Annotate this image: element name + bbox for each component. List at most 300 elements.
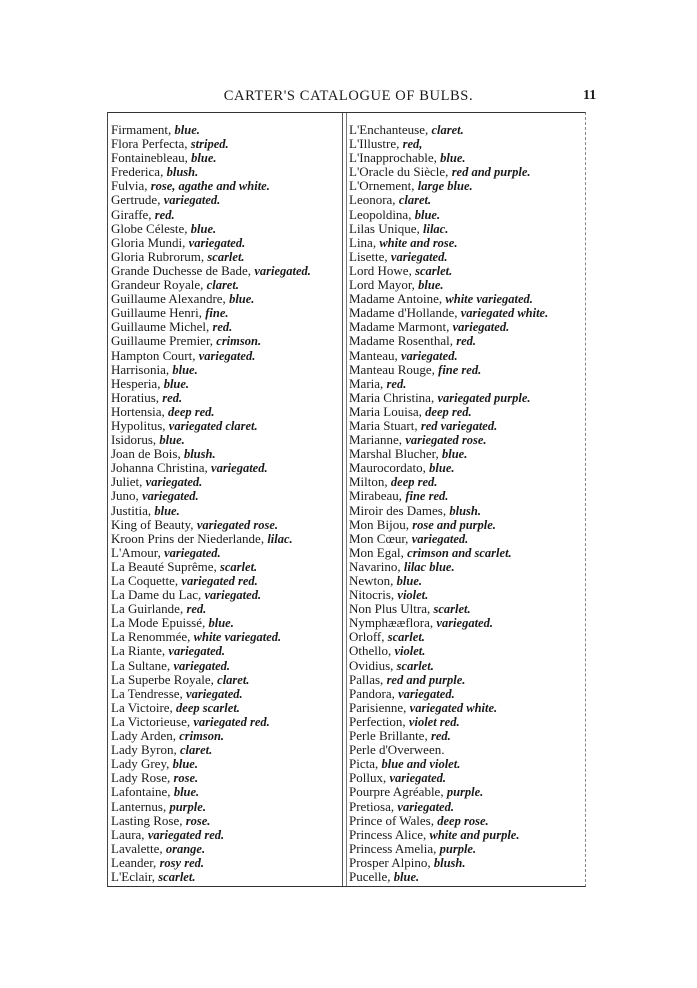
catalogue-entry	[349, 433, 583, 447]
catalogue-entry	[111, 377, 339, 391]
bulb-colour: variegated claret.	[168, 418, 258, 433]
bulb-colour: violet.	[397, 588, 429, 603]
bulb-name: Perfection,	[349, 713, 406, 729]
bulb-colour: variegated.	[188, 235, 246, 250]
bulb-name: L'Enchanteuse,	[349, 122, 429, 137]
bulb-colour: deep rose.	[437, 813, 489, 828]
catalogue-entry	[111, 644, 339, 658]
bulb-colour: blue.	[396, 574, 423, 588]
left-column	[111, 123, 339, 884]
bulb-colour: scarlet.	[220, 559, 258, 574]
bulb-colour: purple.	[446, 785, 484, 800]
bulb-colour: purple.	[169, 799, 206, 814]
bulb-colour: blush.	[166, 165, 199, 180]
catalogue-entry	[349, 574, 583, 588]
bulb-name: Orloff,	[349, 629, 385, 645]
catalogue-entry	[349, 729, 583, 743]
bulb-name: King of Beauty,	[111, 516, 194, 532]
catalogue-entry	[349, 771, 583, 785]
bulb-colour: variegated.	[142, 489, 199, 504]
catalogue-entry	[349, 616, 583, 630]
catalogue-entry	[349, 644, 583, 658]
bulb-name: Globe Céleste,	[111, 220, 188, 236]
catalogue-entry	[349, 842, 583, 856]
catalogue-entry	[349, 236, 583, 250]
bulb-name: Juliet,	[111, 474, 143, 490]
catalogue-entry	[111, 278, 339, 292]
catalogue-entry	[111, 208, 339, 222]
bulb-name: Maria Stuart,	[349, 417, 418, 433]
bulb-name: Maurocordato,	[349, 460, 426, 476]
bulb-colour: scarlet.	[415, 263, 453, 278]
catalogue-entry	[349, 349, 583, 363]
bulb-name: La Guirlande,	[111, 601, 184, 617]
bulb-name: Fulvia,	[111, 178, 148, 194]
bulb-colour: large blue.	[417, 179, 473, 194]
catalogue-entry	[111, 151, 339, 165]
bulb-name: Madame Antoine,	[349, 291, 443, 307]
catalogue-entry	[111, 489, 339, 503]
catalogue-entry	[349, 602, 583, 616]
catalogue-entry	[111, 334, 339, 348]
catalogue-entry	[111, 461, 339, 475]
catalogue-entry	[111, 165, 339, 179]
bulb-colour: variegated.	[254, 263, 311, 278]
bulb-colour: red.	[186, 602, 207, 617]
bulb-name: Newton,	[349, 573, 394, 588]
bulb-name: Marianne,	[349, 432, 403, 448]
bulb-name: Pucelle,	[349, 868, 391, 884]
bulb-colour: variegated.	[145, 475, 203, 490]
bulb-name: La Renommée,	[111, 629, 191, 645]
bulb-name: Hesperia,	[111, 375, 161, 391]
bulb-name: La Coquette,	[111, 573, 179, 588]
catalogue-entry	[111, 701, 339, 715]
catalogue-entry	[111, 518, 339, 532]
bulb-name: La Riante,	[111, 643, 166, 659]
bulb-colour: rose.	[173, 771, 199, 786]
catalogue-entry	[349, 546, 583, 560]
bulb-name: Guillaume Alexandre,	[111, 291, 226, 307]
bulb-name: Juno,	[111, 488, 139, 504]
bulb-colour: variegated.	[397, 799, 454, 814]
bulb-colour: blue.	[163, 376, 190, 391]
catalogue-entry	[349, 828, 583, 842]
bulb-colour: variegated.	[168, 644, 225, 659]
catalogue-entry	[111, 475, 339, 489]
catalogue-entry	[111, 363, 339, 377]
catalogue-entry	[111, 349, 339, 363]
catalogue-entry	[111, 743, 339, 757]
bulb-name: Joan de Bois,	[111, 446, 181, 462]
bulb-colour: blue.	[190, 221, 217, 236]
bulb-name: Lavalette,	[111, 840, 163, 856]
bulb-name: Marshal Blucher,	[349, 446, 439, 462]
bulb-name: Lina,	[349, 234, 377, 250]
catalogue-entry	[111, 574, 339, 588]
bulb-colour: variegated red.	[147, 827, 225, 842]
bulb-name: Grandeur Royale,	[111, 277, 204, 293]
bulb-colour: deep scarlet.	[176, 700, 240, 715]
bulb-name: Non Plus Ultra,	[349, 601, 431, 617]
bulb-name: Lisette,	[349, 248, 388, 264]
bulb-colour: claret.	[398, 193, 432, 208]
bulb-colour: white and rose.	[379, 235, 458, 250]
catalogue-entry	[111, 715, 339, 729]
bulb-name: L'Amour,	[111, 544, 161, 560]
catalogue-entry	[349, 489, 583, 503]
catalogue-entry	[111, 602, 339, 616]
bulb-name: Madame d'Hollande,	[349, 305, 458, 321]
bulb-colour: claret.	[179, 743, 213, 758]
bulb-colour: violet red.	[408, 714, 460, 729]
catalogue-entry	[349, 363, 583, 377]
bulb-name: Perle d'Overween.	[349, 742, 445, 758]
bulb-name: Mon Cœur,	[349, 530, 409, 546]
catalogue-entry	[349, 856, 583, 870]
bulb-colour: variegated.	[211, 461, 268, 476]
bulb-name: La Superbe Royale,	[111, 671, 214, 687]
bulb-name: Pallas,	[349, 671, 384, 687]
catalogue-entry	[349, 814, 583, 828]
bulb-colour: variegated white.	[409, 700, 498, 715]
bulb-name: Nymphææflora,	[349, 615, 434, 631]
catalogue-entry	[349, 278, 583, 292]
bulb-name: Prosper Alpino,	[349, 854, 431, 870]
bulb-colour: blue.	[229, 292, 255, 307]
bulb-colour: variegated.	[164, 545, 221, 560]
column-divider	[342, 113, 347, 886]
bulb-colour: blue.	[159, 433, 185, 448]
bulb-name: Gloria Rubrorum,	[111, 248, 205, 264]
bulb-colour: blue.	[208, 616, 234, 631]
catalogue-entry	[111, 306, 339, 320]
catalogue-entry	[349, 165, 583, 179]
bulb-colour: variegated rose.	[196, 517, 279, 532]
bulb-colour: red.	[456, 334, 477, 349]
bulb-name: Prince of Wales,	[349, 812, 434, 828]
bulb-name: Hortensia,	[111, 403, 165, 419]
bulb-name: Manteau,	[349, 347, 398, 363]
catalogue-entry	[111, 419, 339, 433]
bulb-name: Lady Byron,	[111, 742, 177, 758]
catalogue-entry	[349, 504, 583, 518]
catalogue-entry	[111, 687, 339, 701]
bulb-colour: blue.	[429, 461, 455, 476]
right-column	[349, 123, 583, 884]
bulb-colour: variegated rose.	[405, 433, 487, 448]
catalogue-entry	[349, 588, 583, 602]
catalogue-entry	[349, 151, 583, 165]
bulb-name: Flora Perfecta,	[111, 136, 188, 152]
catalogue-entry	[111, 320, 339, 334]
bulb-colour: blush.	[433, 855, 466, 870]
bulb-colour: rose.	[185, 813, 211, 828]
catalogue-entry	[349, 447, 583, 461]
bulb-colour: white variegated.	[445, 292, 533, 307]
bulb-name: Hampton Court,	[111, 347, 196, 363]
bulb-colour: scarlet.	[433, 602, 471, 617]
catalogue-entry	[111, 673, 339, 687]
catalogue-entry	[111, 630, 339, 644]
bulb-colour: scarlet.	[387, 630, 425, 645]
bulb-colour: variegated.	[390, 249, 448, 264]
bulb-name: Mirabeau,	[349, 488, 403, 504]
bulb-colour: red and purple.	[386, 672, 466, 687]
bulb-name: La Sultane,	[111, 657, 171, 673]
bulb-name: Gertrude,	[111, 192, 161, 208]
bulb-name: Ovidius,	[349, 657, 394, 673]
catalogue-entry	[111, 856, 339, 870]
catalogue-entry	[349, 193, 583, 207]
bulb-name: L'Inapprochable,	[349, 150, 437, 166]
bulb-colour: rose and purple.	[412, 517, 496, 532]
bulb-colour: variegated purple.	[437, 390, 531, 405]
catalogue-entry	[349, 687, 583, 701]
bulb-name: Maria,	[349, 375, 384, 391]
bulb-name: Horatius,	[111, 389, 160, 405]
bulb-name: L'Illustre,	[349, 136, 400, 152]
bulb-name: Kroon Prins der Niederlande,	[111, 530, 265, 546]
bulb-colour: blush.	[449, 503, 481, 518]
catalogue-entry	[111, 504, 339, 518]
bulb-name: Madame Marmont,	[349, 319, 450, 335]
bulb-colour: blue and violet.	[381, 757, 461, 772]
bulb-colour: red.	[386, 376, 407, 391]
catalogue-entry	[111, 137, 339, 151]
catalogue-entry	[349, 123, 583, 137]
catalogue-entry	[111, 560, 339, 574]
catalogue-entry	[111, 546, 339, 560]
bulb-colour: variegated.	[163, 193, 221, 208]
bulb-name: Lady Grey,	[111, 756, 170, 772]
bulb-colour: variegated.	[411, 531, 469, 546]
catalogue-entry	[349, 475, 583, 489]
bulb-name: Gloria Mundi,	[111, 234, 186, 250]
bulb-colour: lilac.	[267, 531, 293, 546]
bulb-name: Pollux,	[349, 770, 387, 786]
catalogue-entry	[111, 659, 339, 673]
catalogue-entry	[111, 588, 339, 602]
bulb-colour: red,	[402, 137, 423, 152]
bulb-colour: blue.	[191, 151, 217, 166]
bulb-colour: crimson and scarlet.	[407, 545, 512, 560]
bulb-name: Miroir des Dames,	[349, 502, 447, 518]
catalogue-entry	[349, 419, 583, 433]
bulb-name: Firmament,	[111, 122, 172, 137]
bulb-name: La Tendresse,	[111, 685, 183, 701]
bulb-name: La Beauté Suprême,	[111, 558, 217, 574]
catalogue-entry	[111, 123, 339, 137]
bulb-name: Othello,	[349, 643, 392, 659]
bulb-colour: claret.	[206, 278, 239, 293]
catalogue-entry	[349, 377, 583, 391]
bulb-colour: red variegated.	[420, 418, 498, 433]
bulb-name: La Victorieuse,	[111, 713, 191, 729]
bulb-colour: blue.	[174, 123, 200, 137]
catalogue-entry	[349, 391, 583, 405]
catalogue-entry	[349, 743, 583, 757]
bulb-colour: variegated.	[400, 348, 458, 363]
bulb-name: Madame Rosenthal,	[349, 333, 453, 349]
catalogue-entry	[111, 785, 339, 799]
catalogue-entry	[349, 757, 583, 771]
bulb-colour: claret.	[431, 123, 464, 137]
bulb-name: Lord Howe,	[349, 262, 412, 278]
bulb-colour: red.	[212, 320, 233, 335]
bulb-colour: fine red.	[438, 362, 482, 377]
catalogue-entry	[111, 236, 339, 250]
bulb-name: L'Oracle du Siècle,	[349, 164, 449, 180]
catalogue-entry	[349, 405, 583, 419]
bulb-colour: crimson.	[179, 729, 225, 744]
bulb-colour: variegated.	[436, 616, 493, 631]
catalogue-entry	[111, 405, 339, 419]
catalogue-entry	[111, 828, 339, 842]
bulb-name: Laura,	[111, 826, 145, 842]
bulb-name: Isidorus,	[111, 432, 157, 448]
catalogue-entry	[111, 814, 339, 828]
catalogue-entry	[349, 560, 583, 574]
bulb-name: Johanna Christina,	[111, 460, 208, 476]
catalogue-entry	[111, 433, 339, 447]
catalogue-entry	[349, 800, 583, 814]
catalogue-entry	[111, 193, 339, 207]
bulb-name: Parisienne,	[349, 699, 407, 715]
bulb-name: Milton,	[349, 474, 388, 490]
bulb-colour: white variegated.	[193, 630, 282, 645]
bulb-colour: blush.	[183, 447, 216, 462]
page-number: 11	[583, 88, 597, 103]
bulb-name: La Victoire,	[111, 699, 173, 715]
bulb-name: Nitocris,	[349, 587, 395, 603]
catalogue-entry	[349, 461, 583, 475]
bulb-name: Picta,	[349, 756, 379, 772]
catalogue-entry	[349, 137, 583, 151]
bulb-name: Pandora,	[349, 685, 395, 701]
catalogue-entry	[349, 630, 583, 644]
catalogue-entry	[349, 870, 583, 884]
bulb-colour: fine red.	[405, 489, 449, 504]
bulb-colour: variegated white.	[460, 306, 549, 321]
running-header: CARTER'S CATALOGUE OF BULBS.	[223, 88, 474, 104]
catalogue-entry	[111, 771, 339, 785]
bulb-name: Perle Brillante,	[349, 728, 428, 744]
bulb-name: Hypolitus,	[111, 417, 166, 433]
catalogue-entry	[349, 320, 583, 334]
catalogue-entry	[349, 701, 583, 715]
catalogue-entry	[349, 208, 583, 222]
catalogue-entry	[349, 306, 583, 320]
bulb-name: Giraffe,	[111, 206, 152, 222]
bulb-colour: blue.	[172, 362, 198, 377]
bulb-name: Pourpre Agréable,	[349, 784, 444, 800]
catalogue-entry	[111, 800, 339, 814]
bulb-colour: blue.	[393, 869, 420, 884]
bulb-colour: deep red.	[168, 404, 215, 419]
bulb-name: L'Eclair,	[111, 868, 156, 884]
catalogue-entry	[349, 532, 583, 546]
catalogue-entry	[349, 715, 583, 729]
bulb-name: Princess Amelia,	[349, 840, 437, 856]
bulb-colour: scarlet.	[158, 869, 196, 884]
bulb-colour: striped.	[190, 137, 229, 152]
bulb-colour: variegated.	[186, 686, 243, 701]
bulb-colour: red.	[162, 390, 183, 405]
catalogue-entry	[111, 842, 339, 856]
catalogue-entry	[111, 447, 339, 461]
catalogue-entry	[111, 250, 339, 264]
bulb-name: Guillaume Premier,	[111, 333, 214, 349]
bulb-name: Guillaume Michel,	[111, 319, 210, 335]
bulb-colour: claret.	[217, 672, 250, 687]
bulb-name: Guillaume Henri,	[111, 305, 202, 321]
bulb-colour: lilac blue.	[403, 559, 455, 574]
bulb-name: Lady Rose,	[111, 770, 171, 786]
bulb-colour: variegated.	[398, 686, 455, 701]
bulb-colour: variegated red.	[181, 574, 258, 588]
bulb-colour: orange.	[165, 841, 206, 856]
bulb-colour: deep red.	[390, 475, 438, 490]
bulb-name: Lasting Rose,	[111, 812, 183, 828]
bulb-name: Justitia,	[111, 502, 152, 518]
bulb-colour: blue.	[173, 785, 200, 800]
bulb-colour: blue.	[440, 151, 466, 166]
catalogue-entry	[349, 785, 583, 799]
bulb-name: Lord Mayor,	[349, 277, 415, 293]
catalogue-entry	[349, 673, 583, 687]
catalogue-table	[107, 112, 586, 887]
bulb-name: Grande Duchesse de Bade,	[111, 262, 252, 278]
bulb-colour: lilac.	[423, 221, 449, 236]
catalogue-entry	[111, 729, 339, 743]
catalogue-entry	[349, 518, 583, 532]
catalogue-entry	[111, 292, 339, 306]
bulb-colour: fine.	[205, 306, 229, 321]
bulb-name: Pretiosa,	[349, 798, 395, 814]
bulb-name: Fontainebleau,	[111, 150, 188, 166]
bulb-name: Lanternus,	[111, 798, 167, 814]
catalogue-entry	[349, 222, 583, 236]
bulb-colour: variegated.	[198, 348, 256, 363]
bulb-name: Leander,	[111, 854, 157, 870]
bulb-colour: purple.	[439, 841, 477, 856]
bulb-colour: variegated.	[204, 588, 262, 603]
bulb-colour: crimson.	[216, 334, 262, 349]
bulb-name: La Mode Epuissé,	[111, 615, 206, 631]
bulb-name: Lilas Unique,	[349, 220, 420, 236]
bulb-colour: blue.	[154, 503, 180, 518]
bulb-colour: variegated.	[452, 320, 510, 335]
bulb-colour: red and purple.	[451, 165, 531, 180]
bulb-name: Lafontaine,	[111, 784, 171, 800]
bulb-colour: blue.	[414, 207, 441, 222]
bulb-name: Mon Bijou,	[349, 516, 409, 532]
catalogue-entry	[111, 179, 339, 193]
bulb-name: Mon Egal,	[349, 544, 404, 560]
catalogue-entry	[349, 250, 583, 264]
catalogue-entry	[111, 264, 339, 278]
bulb-colour: deep red.	[425, 404, 472, 419]
bulb-colour: scarlet.	[207, 249, 245, 264]
bulb-name: Manteau Rouge,	[349, 361, 435, 377]
bulb-name: Lady Arden,	[111, 728, 176, 744]
bulb-colour: variegated red.	[193, 714, 270, 729]
bulb-name: La Dame du Lac,	[111, 587, 202, 603]
bulb-colour: variegated.	[389, 771, 447, 786]
catalogue-entry	[111, 616, 339, 630]
bulb-colour: scarlet.	[396, 658, 434, 673]
